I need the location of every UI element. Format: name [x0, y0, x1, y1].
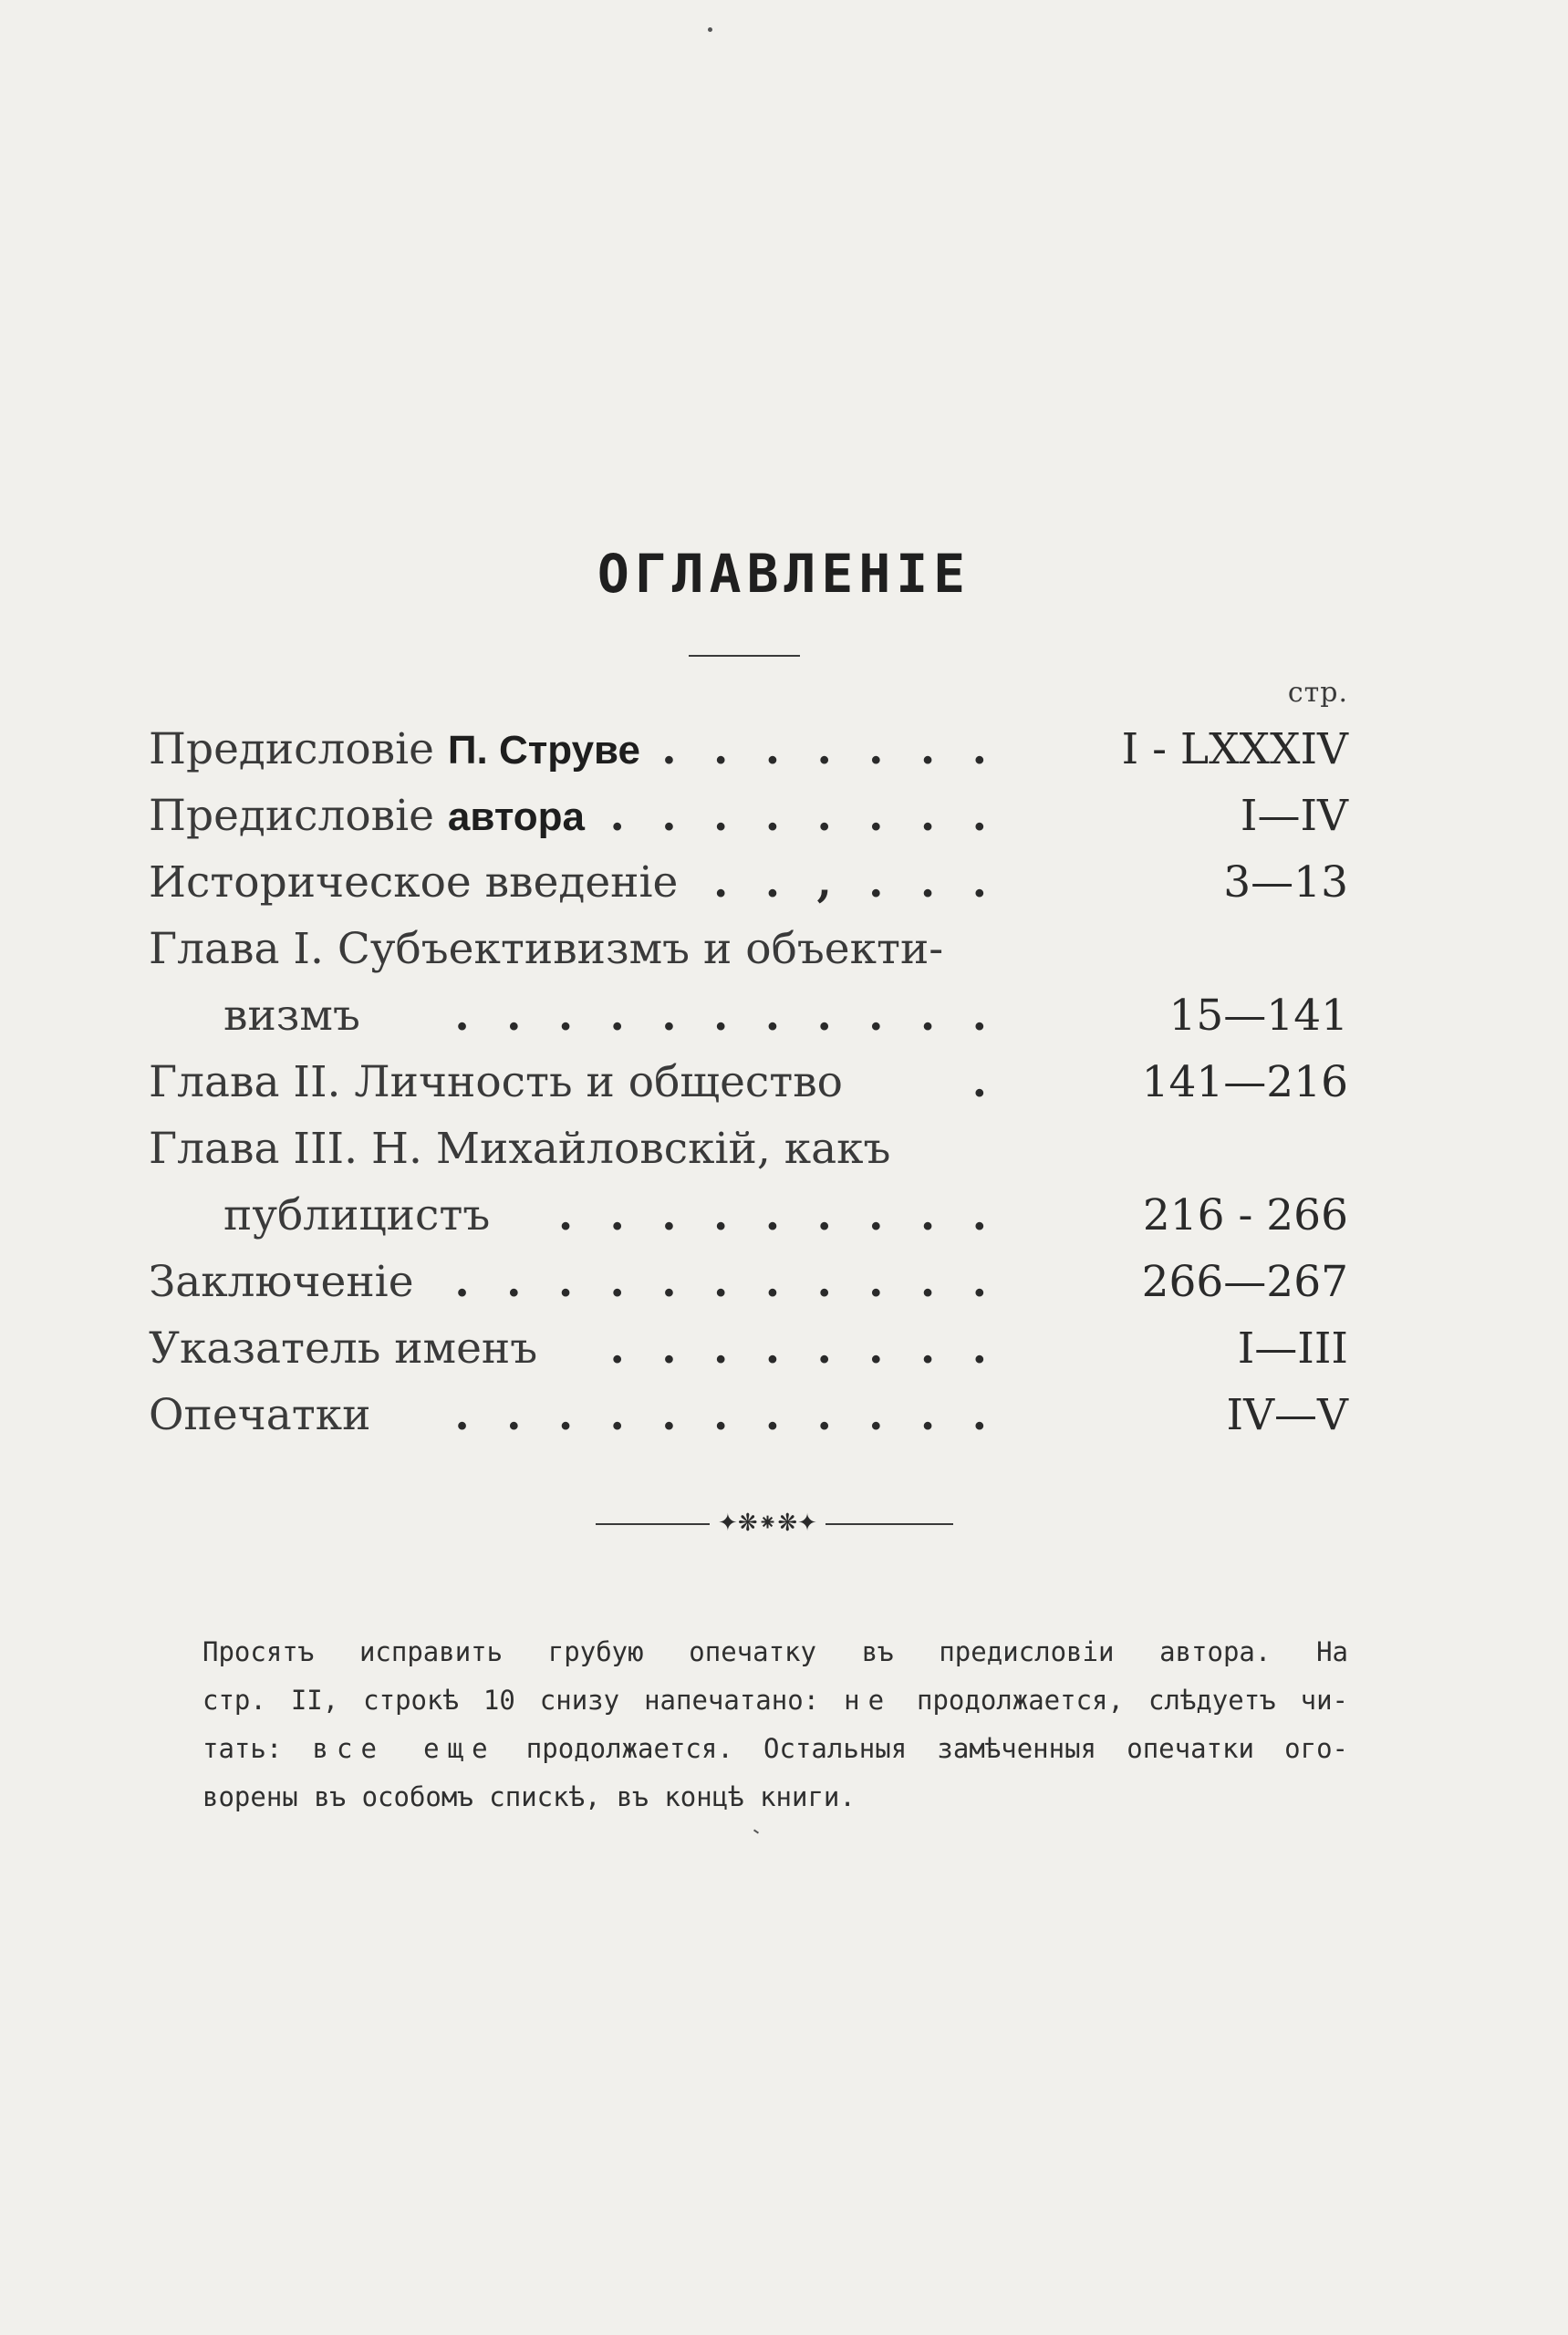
- toc-page-range: I—III: [1237, 1323, 1348, 1374]
- toc-entry: [149, 1116, 1348, 1182]
- toc-page-range: 3—13: [1223, 857, 1348, 908]
- toc-leader-dots: .: [971, 1057, 998, 1107]
- ornament-line-left: [596, 1523, 710, 1525]
- toc-leader-dots: . . . . . . . . .: [557, 1190, 998, 1240]
- toc-entry-continuation: [149, 982, 1348, 1049]
- toc-page-range: I—IV: [1240, 791, 1348, 841]
- toc-entry: [149, 916, 1348, 982]
- toc-page-range: 266—267: [1141, 1257, 1348, 1307]
- toc-entry-title: Заключеніе: [149, 1257, 414, 1307]
- title-divider: [689, 655, 800, 657]
- toc-entry-title: публицистъ: [223, 1190, 491, 1240]
- toc-page-range: 216 - 266: [1142, 1190, 1348, 1240]
- toc-entry-continuation: [149, 1182, 1348, 1249]
- toc-entry: [149, 1315, 1348, 1382]
- table-of-contents: [149, 716, 1348, 1448]
- toc-leader-dots: . . . . . . . .: [609, 791, 998, 841]
- toc-entry: [149, 1049, 1348, 1116]
- toc-entry-title: Предисловіе автора: [149, 791, 586, 841]
- toc-page-range: 141—216: [1141, 1057, 1348, 1107]
- errata-line: стр. II, строкѣ 10 снизу напечатано: не продолжается, слѣдуетъ чи-: [202, 1685, 1348, 1716]
- toc-entry-title: Историческое введеніе: [149, 857, 679, 908]
- errata-line: ворены въ особомъ спискѣ, въ концѣ книги.: [202, 1781, 856, 1812]
- spaced-emphasis: все еще: [312, 1733, 496, 1764]
- toc-entry-title: Глава II. Личность и общество: [149, 1057, 843, 1107]
- toc-leader-dots: . . . . . . . . . . .: [454, 1257, 998, 1307]
- errata-note: [202, 1628, 1348, 1821]
- errata-line: Просятъ исправить грубую опечатку въ предисловіи автора. На: [202, 1636, 1348, 1667]
- toc-entry-title: Глава III. Н. Михайловскій, какъ: [149, 1124, 891, 1174]
- print-mark: [753, 1829, 759, 1833]
- toc-leader-dots: . . , . . .: [713, 857, 998, 908]
- toc-leader-dots: . . . . . . . .: [609, 1323, 998, 1374]
- toc-page-range: I - LXXXIV: [1121, 724, 1348, 774]
- toc-leader-dots: . . . . . . .: [661, 724, 998, 774]
- toc-entry-title: Предисловіе П. Струве: [149, 724, 640, 774]
- toc-entry: [149, 716, 1348, 783]
- pages-column-label: стр.: [1287, 677, 1348, 709]
- toc-entry-title: Глава I. Субъективизмъ и объекти-: [149, 924, 944, 974]
- spaced-emphasis: не: [844, 1685, 893, 1716]
- toc-entry: [149, 1249, 1348, 1315]
- toc-entry-title: визмъ: [223, 991, 360, 1041]
- toc-page-range: 15—141: [1168, 991, 1348, 1041]
- toc-entry-author: автора: [447, 794, 586, 839]
- page-title: ОГЛАВЛЕНІЕ: [597, 543, 971, 605]
- toc-entry: [149, 1382, 1348, 1448]
- ornamental-divider: [596, 1510, 953, 1537]
- toc-page-range: IV—V: [1226, 1390, 1348, 1440]
- toc-entry-title: Указатель именъ: [149, 1323, 538, 1374]
- toc-entry: [149, 783, 1348, 849]
- toc-leader-dots: . . . . . . . . . . .: [454, 1390, 998, 1440]
- toc-leader-dots: . . . . . . . . . . .: [454, 991, 998, 1041]
- print-mark: [708, 27, 712, 32]
- ornament-flourish-icon: ✦❋⁕❋✦: [718, 1510, 817, 1537]
- toc-entry: [149, 849, 1348, 916]
- toc-entry-title: Опечатки: [149, 1390, 371, 1440]
- ornament-line-right: [826, 1523, 953, 1525]
- errata-line: тать: все еще продолжается. Остальныя замѣченныя опечатки ого-: [202, 1733, 1349, 1764]
- toc-entry-author: П. Струве: [447, 728, 640, 773]
